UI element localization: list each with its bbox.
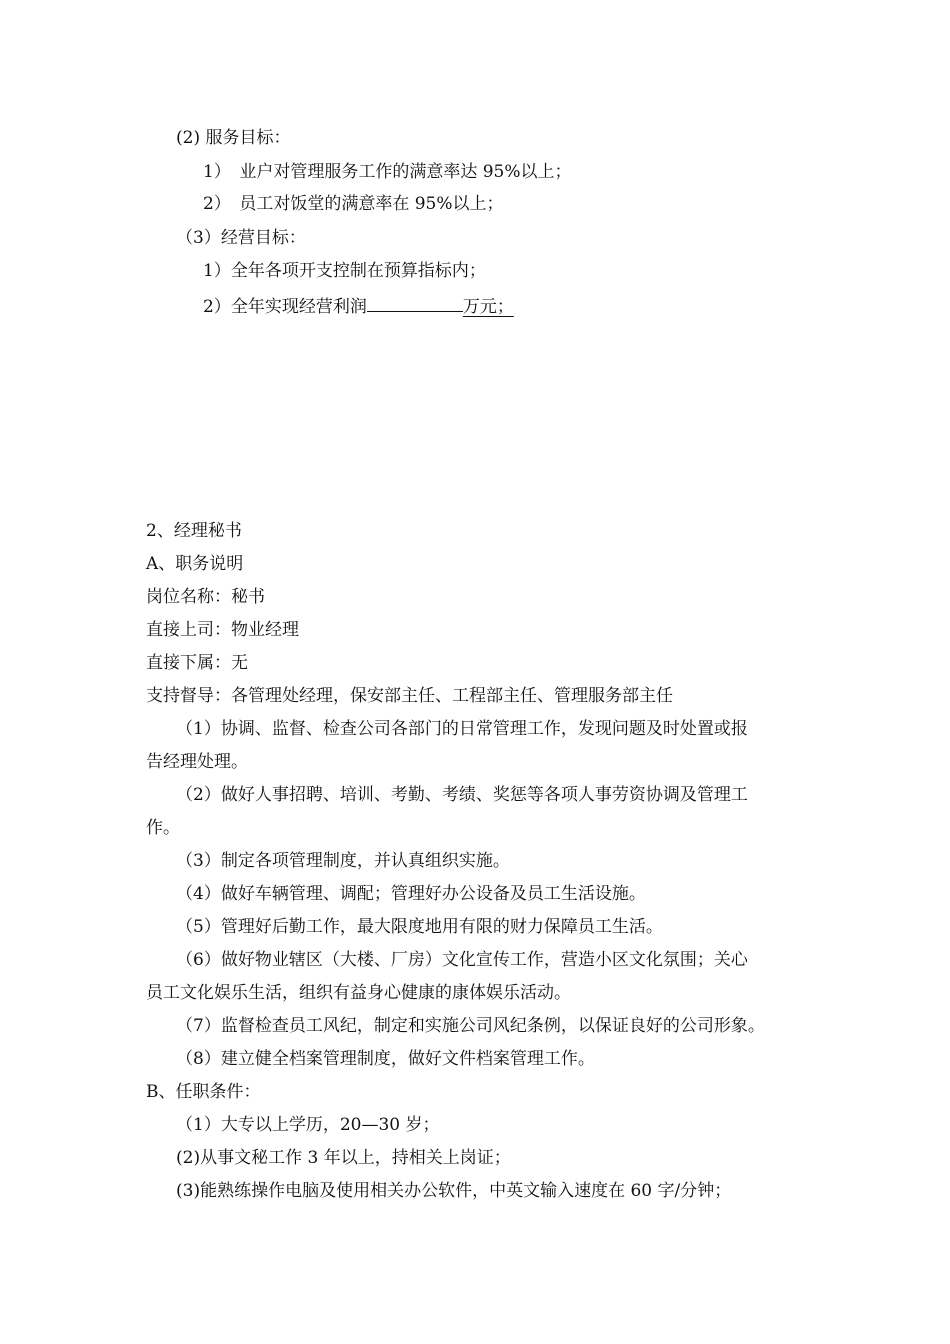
requirement-3: (3)能熟练操作电脑及使用相关办公软件，中英文输入速度在 60 字/分钟； bbox=[176, 1181, 732, 1201]
duty-2-line-2: 作。 bbox=[146, 818, 180, 838]
profit-unit: 万元； bbox=[462, 297, 514, 317]
duty-6-line-2: 员工文化娱乐生活，组织有益身心健康的康体娱乐活动。 bbox=[146, 983, 571, 1003]
requirement-1: （1）大专以上学历，20—30 岁； bbox=[176, 1115, 440, 1135]
supervision: 支持督导：各管理处经理，保安部主任、工程部主任、管理服务部主任 bbox=[146, 686, 673, 706]
requirement-2: (2)从事文秘工作 3 年以上，持相关上岗证； bbox=[176, 1148, 511, 1168]
duty-1-line-2: 告经理处理。 bbox=[146, 752, 248, 772]
duty-1-line-1: （1）协调、监督、检查公司各部门的日常管理工作，发现问题及时处置或报 bbox=[176, 719, 748, 739]
service-goal-item-1: 1） 业户对管理服务工作的满意率达 95%以上； bbox=[203, 162, 572, 182]
duty-8: （8）建立健全档案管理制度，做好文件档案管理工作。 bbox=[176, 1049, 595, 1069]
duty-4: （4）做好车辆管理、调配；管理好办公设备及员工生活设施。 bbox=[176, 884, 646, 904]
duty-5: （5）管理好后勤工作，最大限度地用有限的财力保障员工生活。 bbox=[176, 917, 663, 937]
service-goal-heading: (2) 服务目标： bbox=[176, 128, 291, 148]
duty-7: （7）监督检查员工风纪，制定和实施公司风纪条例，以保证良好的公司形象。 bbox=[176, 1016, 765, 1036]
section-title: 2、经理秘书 bbox=[146, 521, 242, 541]
direct-superior: 直接上司：物业经理 bbox=[146, 620, 299, 640]
duty-6-line-1: （6）做好物业辖区（大楼、厂房）文化宣传工作，营造小区文化氛围；关心 bbox=[176, 950, 748, 970]
duty-2-line-1: （2）做好人事招聘、培训、考勤、考绩、奖惩等各项人事劳资协调及管理工 bbox=[176, 785, 748, 805]
business-goal-item-2 bbox=[203, 293, 514, 315]
profit-blank bbox=[367, 293, 463, 312]
profit-label: 2）全年实现经营利润 bbox=[203, 297, 367, 317]
business-goal-heading: （3）经营目标： bbox=[176, 228, 306, 248]
business-goal-item-1: 1）全年各项开支控制在预算指标内； bbox=[203, 261, 486, 281]
requirements-heading: B、任职条件： bbox=[146, 1082, 261, 1102]
post-name: 岗位名称：秘书 bbox=[146, 587, 265, 607]
service-goal-item-2: 2） 员工对饭堂的满意率在 95%以上； bbox=[203, 194, 504, 214]
direct-subordinate: 直接下属：无 bbox=[146, 653, 248, 673]
duty-3: （3）制定各项管理制度，并认真组织实施。 bbox=[176, 851, 510, 871]
job-description-heading: A、职务说明 bbox=[146, 554, 244, 574]
